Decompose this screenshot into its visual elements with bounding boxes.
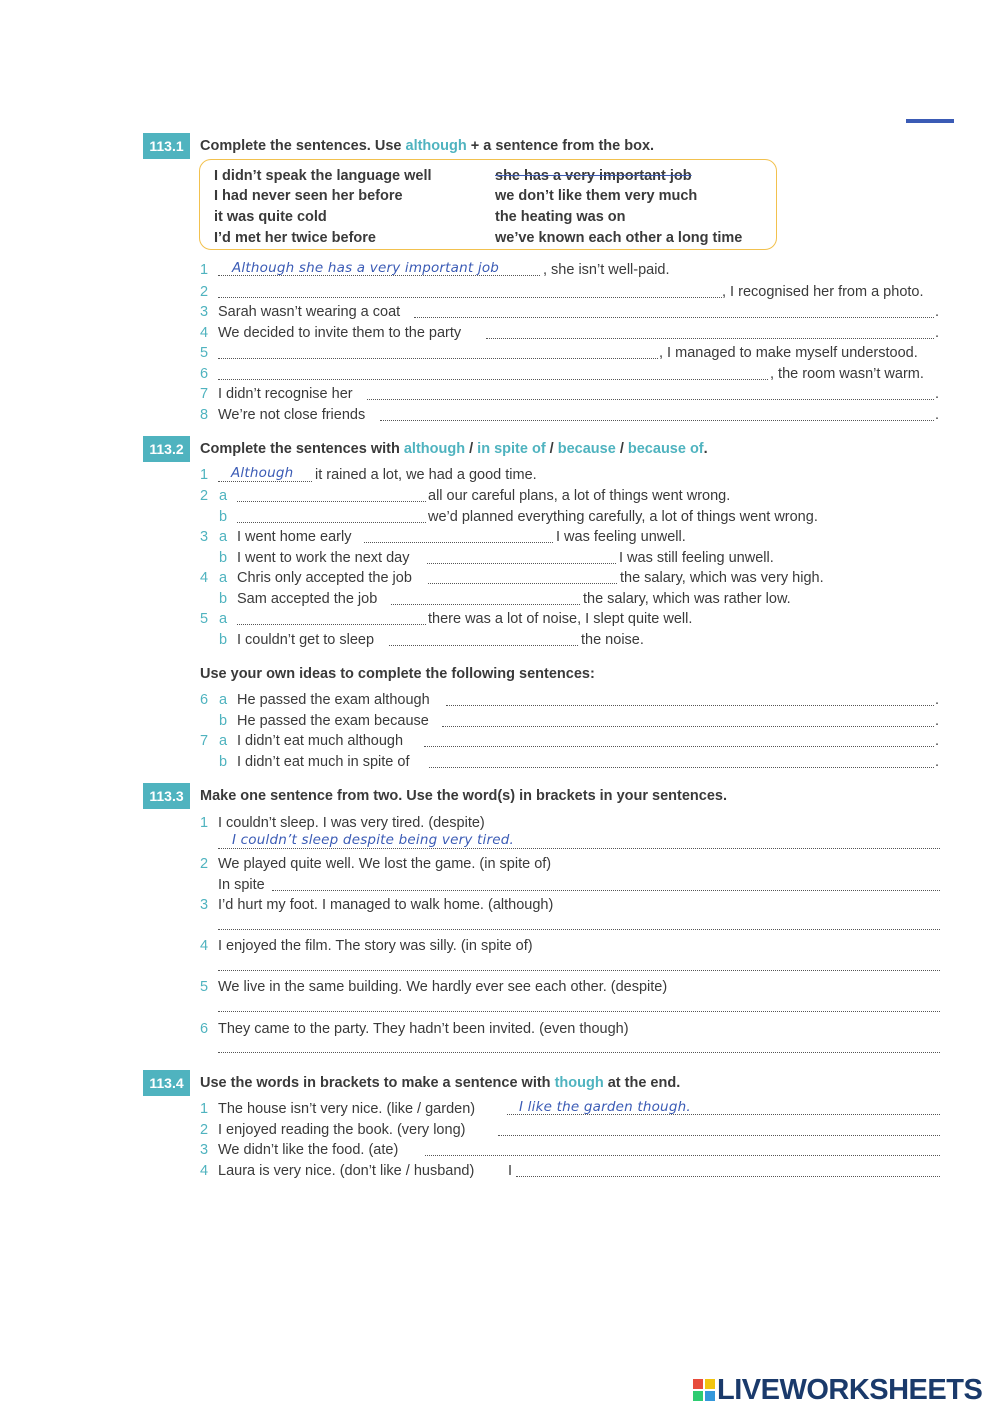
item-number: 4 — [200, 938, 209, 954]
item-letter: b — [219, 591, 228, 607]
sentence-text: We didn’t like the food. (ate) — [218, 1142, 399, 1158]
item-number: 1 — [200, 467, 209, 483]
item-number: 1 — [200, 1101, 209, 1117]
item-letter: a — [219, 692, 228, 708]
answer-blank[interactable] — [237, 522, 426, 523]
answer-blank[interactable] — [218, 1052, 940, 1053]
header-rule — [906, 119, 954, 123]
item-number: 2 — [200, 488, 209, 504]
answer-blank[interactable] — [218, 297, 722, 298]
item-number: 5 — [200, 345, 209, 361]
sentence-text: the salary, which was rather low. — [583, 591, 791, 607]
answer-blank[interactable] — [364, 542, 553, 543]
answer-blank[interactable] — [424, 746, 934, 747]
sentence-text: we’d planned everything carefully, a lot of things went wrong. — [428, 509, 818, 525]
answer-blank[interactable] — [414, 317, 934, 318]
answer-blank[interactable] — [218, 481, 312, 482]
exercise-instruction: Complete the sentences with although / in spite of / because / because of. — [200, 441, 708, 457]
exercise-badge: 113.2 — [143, 436, 190, 462]
sentence-end: . — [935, 733, 940, 749]
answer-blank[interactable] — [427, 563, 616, 564]
item-number: 6 — [200, 366, 209, 382]
box-sentence: we’ve known each other a long time — [495, 230, 743, 246]
item-number: 1 — [200, 262, 209, 278]
sentence-text: I couldn’t sleep. I was very tired. (despite) — [218, 815, 485, 831]
item-letter: b — [219, 550, 228, 566]
item-number: 1 — [200, 815, 209, 831]
sentence-prefix: I — [508, 1163, 513, 1179]
sentence-text: He passed the exam although — [237, 692, 430, 708]
sentence-text: They came to the party. They hadn’t been invited. (even though) — [218, 1021, 629, 1037]
answer-blank[interactable] — [237, 501, 426, 502]
sentence-text: The house isn’t very nice. (like / garden) — [218, 1101, 476, 1117]
item-letter: a — [219, 570, 228, 586]
sentence-text: I’d hurt my foot. I managed to walk home. (although) — [218, 897, 554, 913]
sentence-end: . — [935, 304, 940, 320]
item-number: 2 — [200, 856, 209, 872]
item-number: 6 — [200, 1021, 209, 1037]
sentence-text: the salary, which was very high. — [620, 570, 824, 586]
item-number: 4 — [200, 325, 209, 341]
sentence-end: . — [935, 407, 940, 423]
answer-blank[interactable] — [498, 1135, 940, 1136]
sentence-end: . — [935, 713, 940, 729]
box-sentence: we don’t like them very much — [495, 188, 698, 204]
exercise-instruction: Use the words in brackets to make a sentence with though at the end. — [200, 1075, 681, 1091]
item-number: 3 — [200, 897, 209, 913]
item-letter: b — [219, 632, 228, 648]
sentence-text: Sarah wasn’t wearing a coat — [218, 304, 401, 320]
item-number: 2 — [200, 284, 209, 300]
handwritten-answer: I couldn’t sleep despite being very tired. — [232, 832, 514, 848]
sentence-text: We played quite well. We lost the game. (in spite of) — [218, 856, 552, 872]
box-sentence: I didn’t speak the language well — [214, 168, 432, 184]
sentence-text: , I managed to make myself understood. — [659, 345, 918, 361]
answer-blank[interactable] — [218, 379, 768, 380]
logo-text: LIVEWORKSHEETS — [717, 1374, 983, 1406]
sentence-text: We’re not close friends — [218, 407, 366, 423]
exercise-badge: 113.4 — [143, 1070, 190, 1096]
sentence-text: I didn’t recognise her — [218, 386, 353, 402]
item-number: 3 — [200, 304, 209, 320]
sentence-text: all our careful plans, a lot of things went wrong. — [428, 488, 731, 504]
handwritten-answer: I like the garden though. — [519, 1099, 691, 1115]
item-letter: a — [219, 611, 228, 627]
answer-blank[interactable] — [391, 604, 580, 605]
box-sentence: I had never seen her before — [214, 188, 403, 204]
logo-icon — [693, 1379, 715, 1401]
sub-instruction: Use your own ideas to complete the following sentences: — [200, 666, 595, 682]
box-sentence: it was quite cold — [214, 209, 327, 225]
item-letter: b — [219, 509, 228, 525]
item-number: 6 — [200, 692, 209, 708]
sentence-text: I couldn’t get to sleep — [237, 632, 375, 648]
sentence-end: . — [935, 386, 940, 402]
answer-blank[interactable] — [218, 970, 940, 971]
sentence-text: , she isn’t well-paid. — [543, 262, 670, 278]
answer-blank[interactable] — [218, 358, 658, 359]
answer-blank[interactable] — [507, 1114, 940, 1115]
item-letter: a — [219, 733, 228, 749]
sentence-text: , the room wasn’t warm. — [770, 366, 924, 382]
sentence-text: I enjoyed reading the book. (very long) — [218, 1122, 466, 1138]
sentence-text: , I recognised her from a photo. — [722, 284, 924, 300]
answer-blank[interactable] — [486, 338, 934, 339]
box-sentence: the heating was on — [495, 209, 626, 225]
answer-blank[interactable] — [367, 399, 934, 400]
item-number: 4 — [200, 570, 209, 586]
answer-blank[interactable] — [272, 890, 940, 891]
item-letter: a — [219, 529, 228, 545]
exercise-instruction: Make one sentence from two. Use the word(s) in brackets in your sentences. — [200, 788, 727, 804]
item-number: 7 — [200, 386, 209, 402]
sentence-text: I went to work the next day — [237, 550, 410, 566]
item-letter: a — [219, 488, 228, 504]
answer-blank[interactable] — [389, 645, 578, 646]
sentence-text: We live in the same building. We hardly ever see each other. (despite) — [218, 979, 668, 995]
sentence-text: Laura is very nice. (don’t like / husband) — [218, 1163, 475, 1179]
item-number: 3 — [200, 1142, 209, 1158]
handwritten-answer: Although she has a very important job — [232, 260, 500, 276]
exercise-badge: 113.3 — [143, 783, 190, 809]
item-letter: b — [219, 754, 228, 770]
sentence-end: . — [935, 692, 940, 708]
sentence-prefix: In spite — [218, 877, 265, 893]
exercise-instruction: Complete the sentences. Use although + a sentence from the box. — [200, 138, 655, 154]
sentence-text: He passed the exam because — [237, 713, 429, 729]
sentence-text: I didn’t eat much in spite of — [237, 754, 410, 770]
answer-blank[interactable] — [218, 848, 940, 849]
sentence-text: it rained a lot, we had a good time. — [315, 467, 537, 483]
item-number: 8 — [200, 407, 209, 423]
sentence-text: there was a lot of noise, I slept quite well. — [428, 611, 693, 627]
item-number: 5 — [200, 979, 209, 995]
sentence-text: I went home early — [237, 529, 352, 545]
answer-blank[interactable] — [218, 1011, 940, 1012]
box-sentence-used: she has a very important job — [495, 168, 692, 184]
sentence-text: I enjoyed the film. The story was silly. (in spite of) — [218, 938, 533, 954]
item-number: 3 — [200, 529, 209, 545]
answer-blank[interactable] — [516, 1176, 940, 1177]
sentence-text: We decided to invite them to the party — [218, 325, 462, 341]
item-number: 4 — [200, 1163, 209, 1179]
sentence-text: Sam accepted the job — [237, 591, 378, 607]
sentence-end: . — [935, 754, 940, 770]
sentence-end: . — [935, 325, 940, 341]
handwritten-answer: Although — [231, 465, 294, 481]
item-letter: b — [219, 713, 228, 729]
answer-blank[interactable] — [425, 1155, 940, 1156]
answer-blank[interactable] — [442, 726, 934, 727]
answer-blank[interactable] — [429, 767, 934, 768]
answer-blank[interactable] — [237, 624, 426, 625]
sentence-text: the noise. — [581, 632, 644, 648]
sentence-text: I was still feeling unwell. — [619, 550, 774, 566]
sentence-text: I didn’t eat much although — [237, 733, 404, 749]
item-number: 2 — [200, 1122, 209, 1138]
answer-blank[interactable] — [428, 583, 617, 584]
exercise-badge: 113.1 — [143, 133, 190, 159]
answer-blank[interactable] — [218, 929, 940, 930]
item-number: 7 — [200, 733, 209, 749]
sentence-text: Chris only accepted the job — [237, 570, 412, 586]
answer-blank[interactable] — [380, 420, 934, 421]
item-number: 5 — [200, 611, 209, 627]
answer-blank[interactable] — [446, 705, 934, 706]
sentence-text: I was feeling unwell. — [556, 529, 686, 545]
box-sentence: I’d met her twice before — [214, 230, 376, 246]
